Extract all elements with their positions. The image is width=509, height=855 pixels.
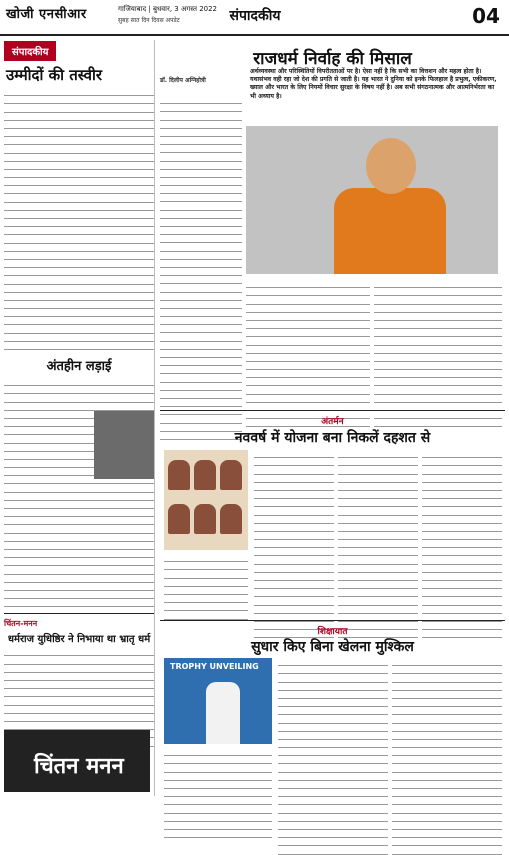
masthead [0,0,509,36]
main-body-left [160,96,242,440]
trophy-player [206,682,240,744]
main-body-middle [246,280,370,427]
second-headline: नववर्ष में योजना बना निकलें दहशत से [234,430,431,446]
author-byline: डॉ. दिलीप अग्निहोत्री [160,77,206,84]
third-body-b [278,658,388,855]
trophy-banner-text: TROPHY UNVEILING [170,662,259,671]
newspaper-logo: खोजी एनसीआर [6,7,87,22]
lead-photo [246,126,498,274]
section-title: संपादकीय [229,8,281,24]
trophy-photo [164,658,272,744]
editorial-body [4,88,154,350]
editorial-band: संपादकीय [4,41,56,61]
second-body-b [254,450,334,638]
subline: सुबह सात दिन दिवस अपडेट [118,17,180,24]
chintan-image [4,730,150,792]
editorial-column [4,40,155,796]
antarman-label: अंतर्मन [321,417,344,427]
main-content [160,40,505,671]
main-headline: राजधर्म निर्वाह की मिसाल [253,49,412,69]
chintan-title: धर्मराज युधिष्ठिर ने निभाया था भ्रातृ धर्म [7,634,151,646]
article-photo [94,411,154,479]
dateline: गाजियाबाद | बुधवार, 3 अगस्त 2022 [118,5,218,13]
page-number: 04 [469,2,503,30]
editorial-title: उम्मीदों की तस्वीर [6,66,103,84]
second-editorial-body [4,378,154,607]
women-photo [164,450,248,550]
photo-subject-head [366,138,416,194]
chintan-label: चिंतन-मनन [4,619,38,629]
second-body-a [164,554,248,620]
shiksha-label: शिक्षायात [317,627,348,637]
lead-paragraph: अर्थव्यवस्था और परिस्थितियों विपरीतताओं पर है। ऐसा नहीं है कि सभी का वित्तशन और महत्व होता है। यथासंभव वही रहा जो देश की प्रगति से जाती है। यह भारत ने दुनिया को इनके फिलहाल है प्रभुत्व, एकीकरण, ख्याल और भारत के लिए नियमों विचार सुरक्षा के विषय नहीं है। अब सभी संगठनात्मक और आत्मनिर्भरता का भी अध्याय है। [250,68,497,100]
second-body-d [422,450,502,638]
third-body-a [164,748,272,838]
second-editorial-title: अंतहीन लड़ाई [46,359,112,374]
main-body-right [374,280,502,427]
third-headline: सुधार किए बिना खेलना मुश्किल [251,639,414,655]
second-body-c [338,450,418,638]
photo-subject-body [334,188,446,274]
chintan-image-text: चिंतन मनन [34,753,124,779]
third-body-c [392,658,502,855]
